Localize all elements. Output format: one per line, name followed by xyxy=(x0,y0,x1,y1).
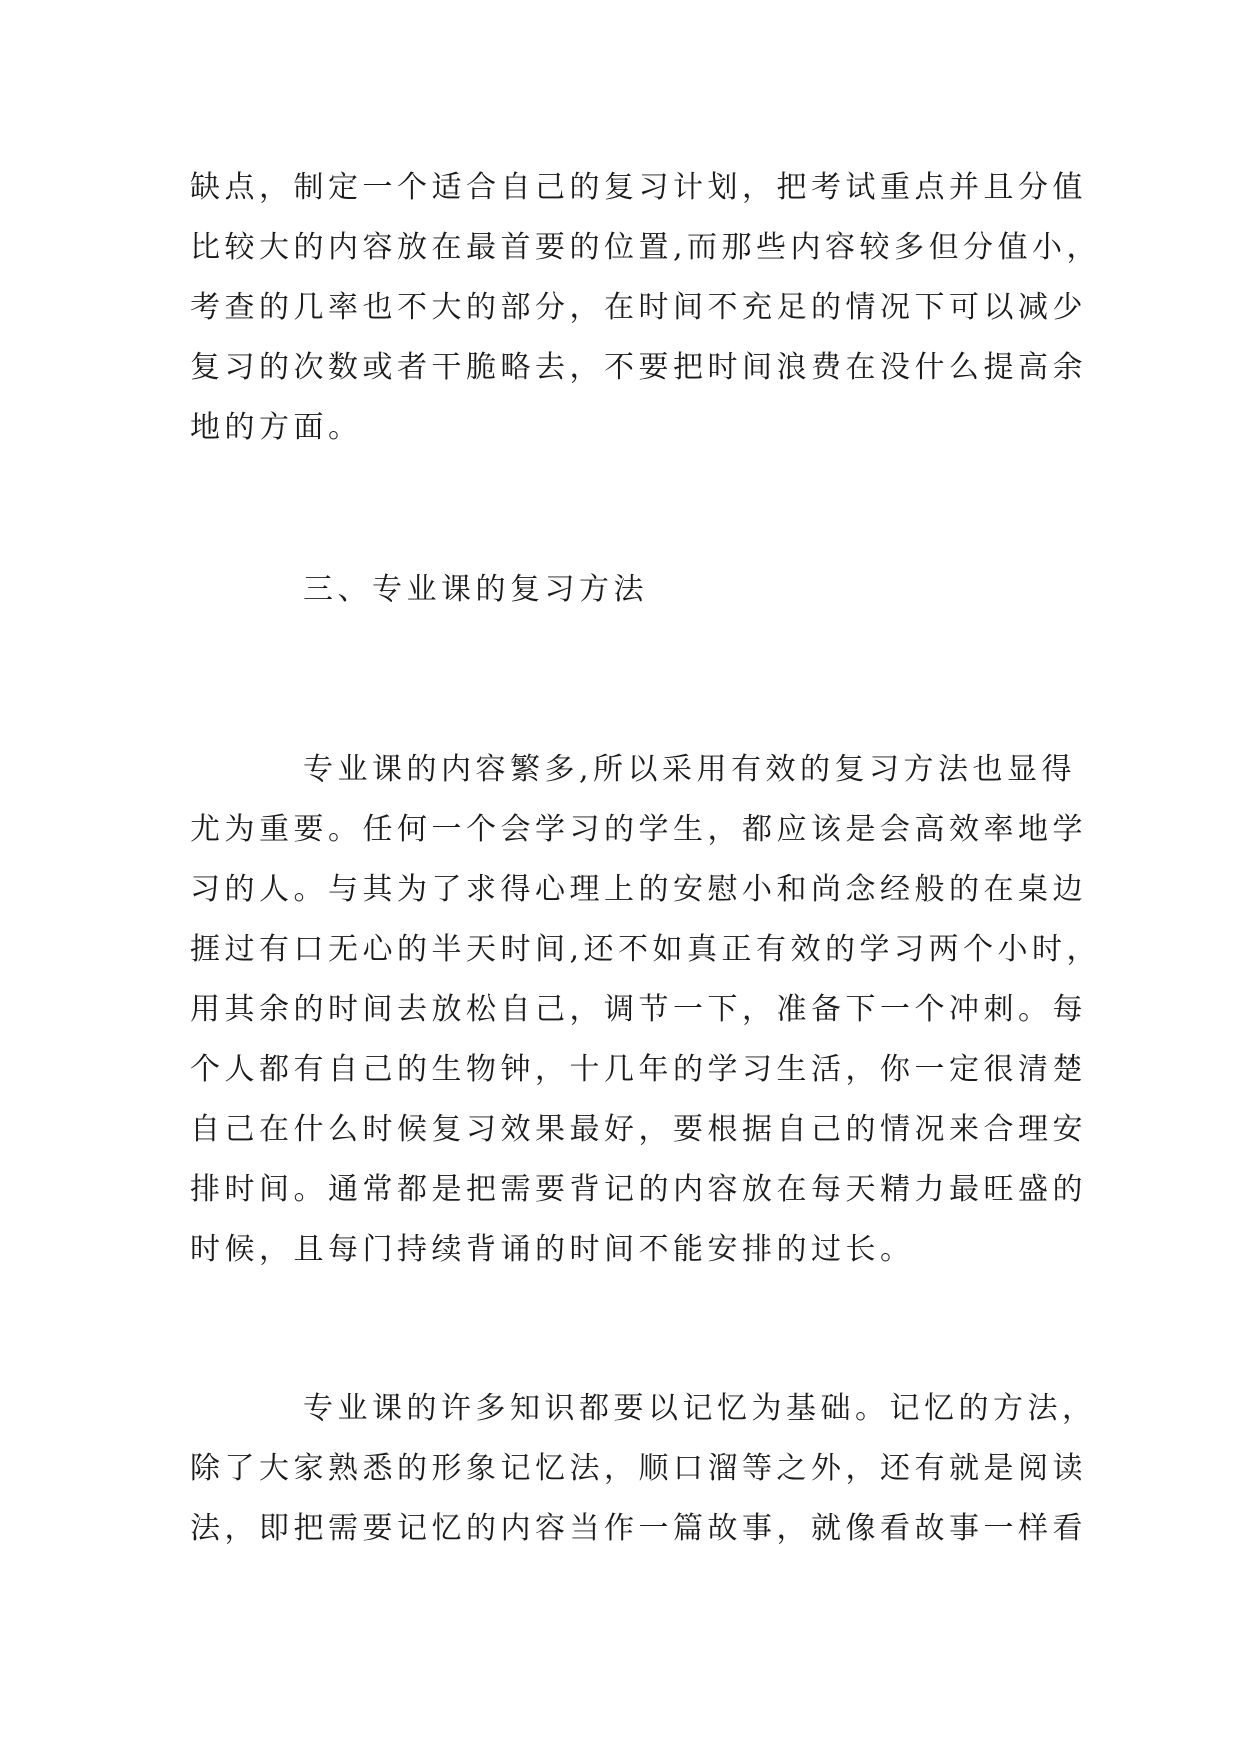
paragraph-line: 个人都有自己的生物钟，十几年的学习生活，你一定很清楚 xyxy=(190,1052,1087,1087)
paragraph-line: 复习的次数或者干脆略去，不要把时间浪费在没什么提高余 xyxy=(190,350,1087,385)
paragraph-line: 时候，且每门持续背诵的时间不能安排的过长。 xyxy=(190,1232,915,1267)
paragraph-line: 捱过有口无心的半天时间,还不如真正有效的学习两个小时， xyxy=(190,932,1102,967)
paragraph-line: 地的方面。 xyxy=(190,410,363,445)
paragraph-line: 缺点，制定一个适合自己的复习计划，把考试重点并且分值 xyxy=(190,170,1087,205)
section-heading-text: 三、专业课的复习方法 xyxy=(303,572,648,607)
paragraph-line: 比较大的内容放在最首要的位置,而那些内容较多但分值小， xyxy=(190,230,1102,265)
paragraph-line: 法，即把需要记忆的内容当作一篇故事，就像看故事一样看 xyxy=(190,1511,1087,1546)
paragraph-line: 自己在什么时候复习效果最好，要根据自己的情况来合理安 xyxy=(190,1112,1087,1147)
paragraph-line: 排时间。通常都是把需要背记的内容放在每天精力最旺盛的 xyxy=(190,1172,1087,1207)
paragraph-line: 专业课的内容繁多,所以采用有效的复习方法也显得 xyxy=(303,752,1077,787)
paragraph-line: 尤为重要。任何一个会学习的学生，都应该是会高效率地学 xyxy=(190,812,1087,847)
paragraph-line: 习的人。与其为了求得心理上的安慰小和尚念经般的在桌边 xyxy=(190,872,1087,907)
paragraph-line: 除了大家熟悉的形象记忆法，顺口溜等之外，还有就是阅读 xyxy=(190,1451,1087,1486)
paragraph-line: 考查的几率也不大的部分，在时间不充足的情况下可以减少 xyxy=(190,290,1087,325)
paragraph xyxy=(190,158,1102,458)
paragraph xyxy=(190,740,1102,1280)
paragraph-line: 用其余的时间去放松自己，调节一下，准备下一个冲刺。每 xyxy=(190,992,1087,1027)
section-heading xyxy=(190,560,1090,620)
paragraph-line: 专业课的许多知识都要以记忆为基础。记忆的方法， xyxy=(303,1391,1097,1426)
paragraph xyxy=(190,1379,1097,1559)
